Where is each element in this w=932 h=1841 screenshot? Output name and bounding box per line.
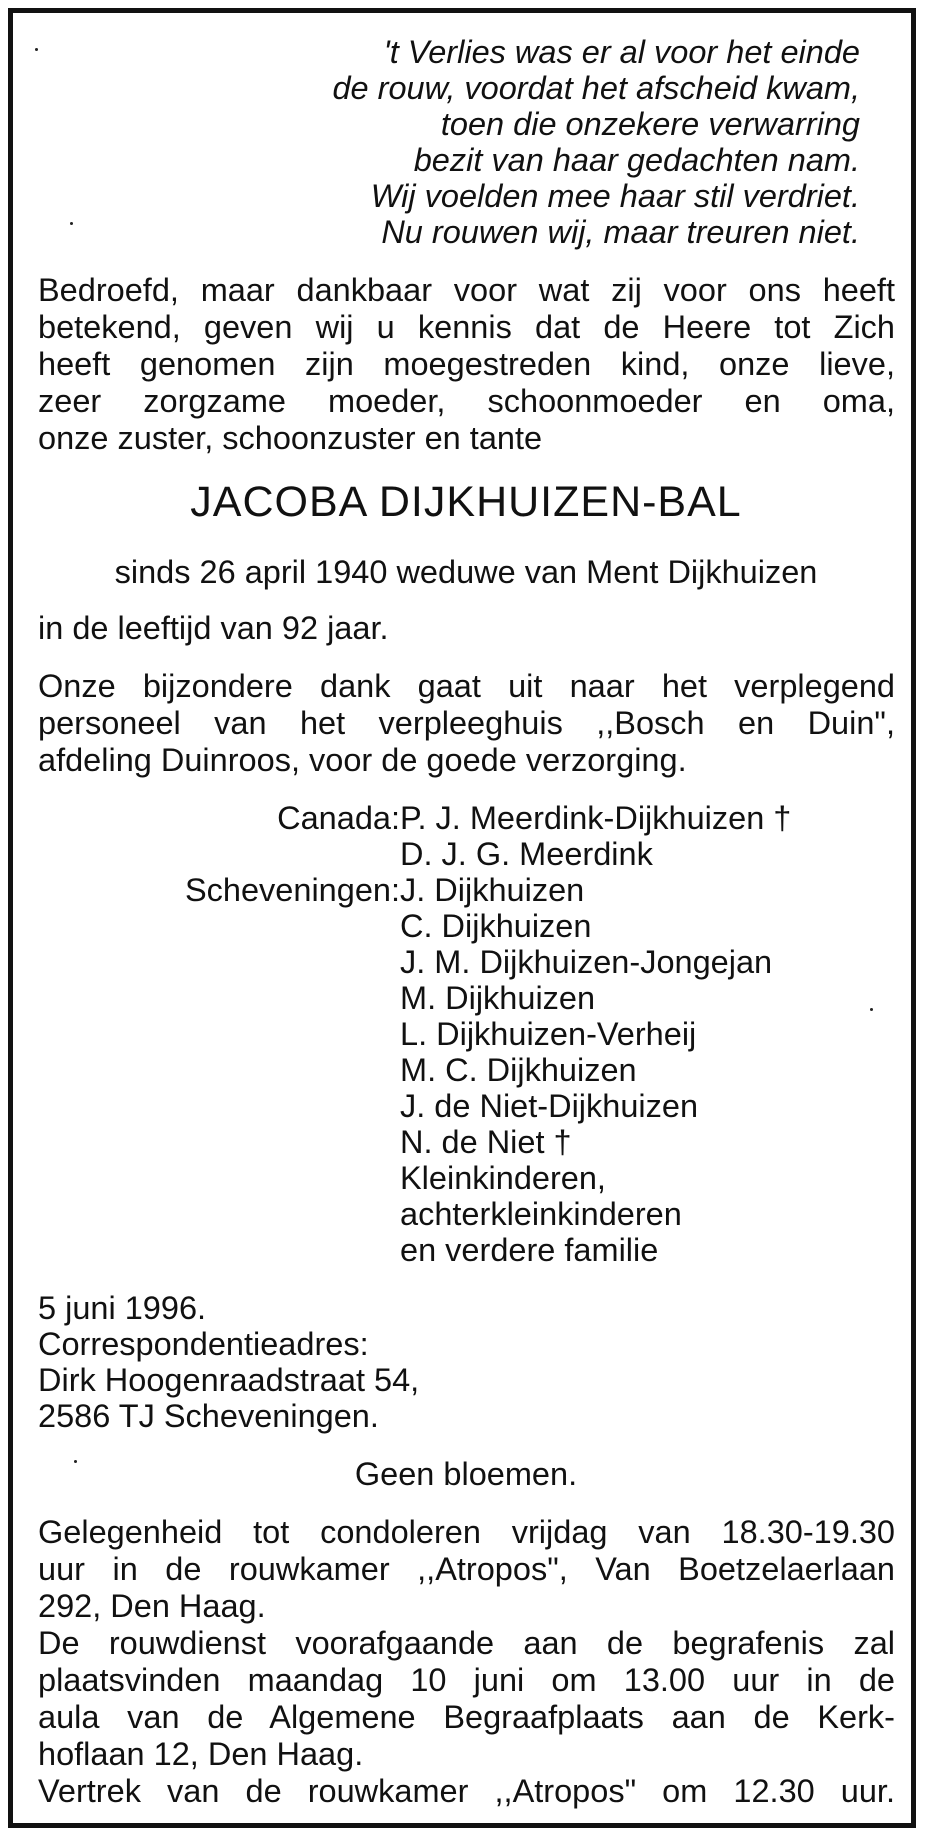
address-label: Correspondentieadres: <box>38 1326 369 1362</box>
poem-line: 't Verlies was er al voor het einde <box>383 34 860 70</box>
family-member: M. C. Dijkhuizen <box>400 1052 637 1088</box>
poem-line: Nu rouwen wij, maar treuren niet. <box>381 214 860 250</box>
no-flowers: Geen bloemen. <box>354 1456 578 1492</box>
intro-line: betekend, geven wij u kennis dat de Heere tot Zich <box>38 309 895 345</box>
intro-line: zeer zorgzame moeder, schoonmoeder en oma, <box>38 383 895 419</box>
date-line: 5 juni 1996. <box>38 1290 207 1326</box>
poem-line: toen die onzekere verwarring <box>440 106 860 142</box>
deceased-name: JACOBA DIJKHUIZEN-BAL <box>190 478 742 526</box>
print-speck <box>35 48 38 51</box>
condolence-line: uur in de rouwkamer ,,Atropos", Van Boetzelaerlaan <box>38 1551 895 1587</box>
condolence-line: Gelegenheid tot condoleren vrijdag van 18.30-19.30 <box>38 1514 895 1550</box>
family-member: en verdere familie <box>400 1232 659 1268</box>
family-member: J. M. Dijkhuizen-Jongejan <box>400 944 773 980</box>
print-speck <box>74 1460 77 1463</box>
family-member: C. Dijkhuizen <box>400 908 592 944</box>
service-line: hoflaan 12, Den Haag. <box>38 1736 364 1772</box>
thanks-line: afdeling Duinroos, voor de goede verzorging. <box>38 742 687 778</box>
service-line: plaatsvinden maandag 10 juni om 13.00 uur in de <box>38 1662 895 1698</box>
thanks-line: personeel van het verpleeghuis ,,Bosch en Duin", <box>38 705 895 741</box>
place-canada: Canada: <box>277 800 400 836</box>
address-street: Dirk Hoogenraadstraat 54, <box>38 1362 420 1398</box>
family-member: D. J. G. Meerdink <box>400 836 653 872</box>
intro-line: Bedroefd, maar dankbaar voor wat zij voor ons heeft <box>38 272 895 308</box>
family-member: L. Dijkhuizen-Verheij <box>400 1016 697 1052</box>
condolence-line: 292, Den Haag. <box>38 1588 266 1624</box>
intro-line: heeft genomen zijn moegestreden kind, onze lieve, <box>38 346 895 382</box>
departure-line: Vertrek van de rouwkamer ,,Atropos" om 12.30 uur. <box>38 1773 895 1809</box>
print-speck <box>70 222 73 225</box>
poem-line: Wij voelden mee haar stil verdriet. <box>370 178 860 214</box>
intro-line: onze zuster, schoonzuster en tante <box>38 420 543 456</box>
family-member: J. Dijkhuizen <box>400 872 585 908</box>
place-scheveningen: Scheveningen: <box>184 872 400 908</box>
service-line: aula van de Algemene Begraafplaats aan de Kerk- <box>38 1699 895 1735</box>
thanks-line: Onze bijzondere dank gaat uit naar het verplegend <box>38 668 895 704</box>
age-line: in de leeftijd van 92 jaar. <box>38 610 389 646</box>
family-member: M. Dijkhuizen <box>400 980 596 1016</box>
print-speck <box>870 1008 873 1011</box>
family-member: J. de Niet-Dijkhuizen <box>400 1088 699 1124</box>
family-member: N. de Niet † <box>400 1124 572 1160</box>
poem-line: de rouw, voordat het afscheid kwam, <box>332 70 860 106</box>
poem-line: bezit van haar gedachten nam. <box>413 142 860 178</box>
family-member: P. J. Meerdink-Dijkhuizen † <box>400 800 792 836</box>
service-line: De rouwdienst voorafgaande aan de begrafenis zal <box>38 1625 895 1661</box>
family-member: achterkleinkinderen <box>400 1196 682 1232</box>
family-member: Kleinkinderen, <box>400 1160 606 1196</box>
widow-line: sinds 26 april 1940 weduwe van Ment Dijkhuizen <box>114 554 818 590</box>
address-city: 2586 TJ Scheveningen. <box>38 1398 379 1434</box>
